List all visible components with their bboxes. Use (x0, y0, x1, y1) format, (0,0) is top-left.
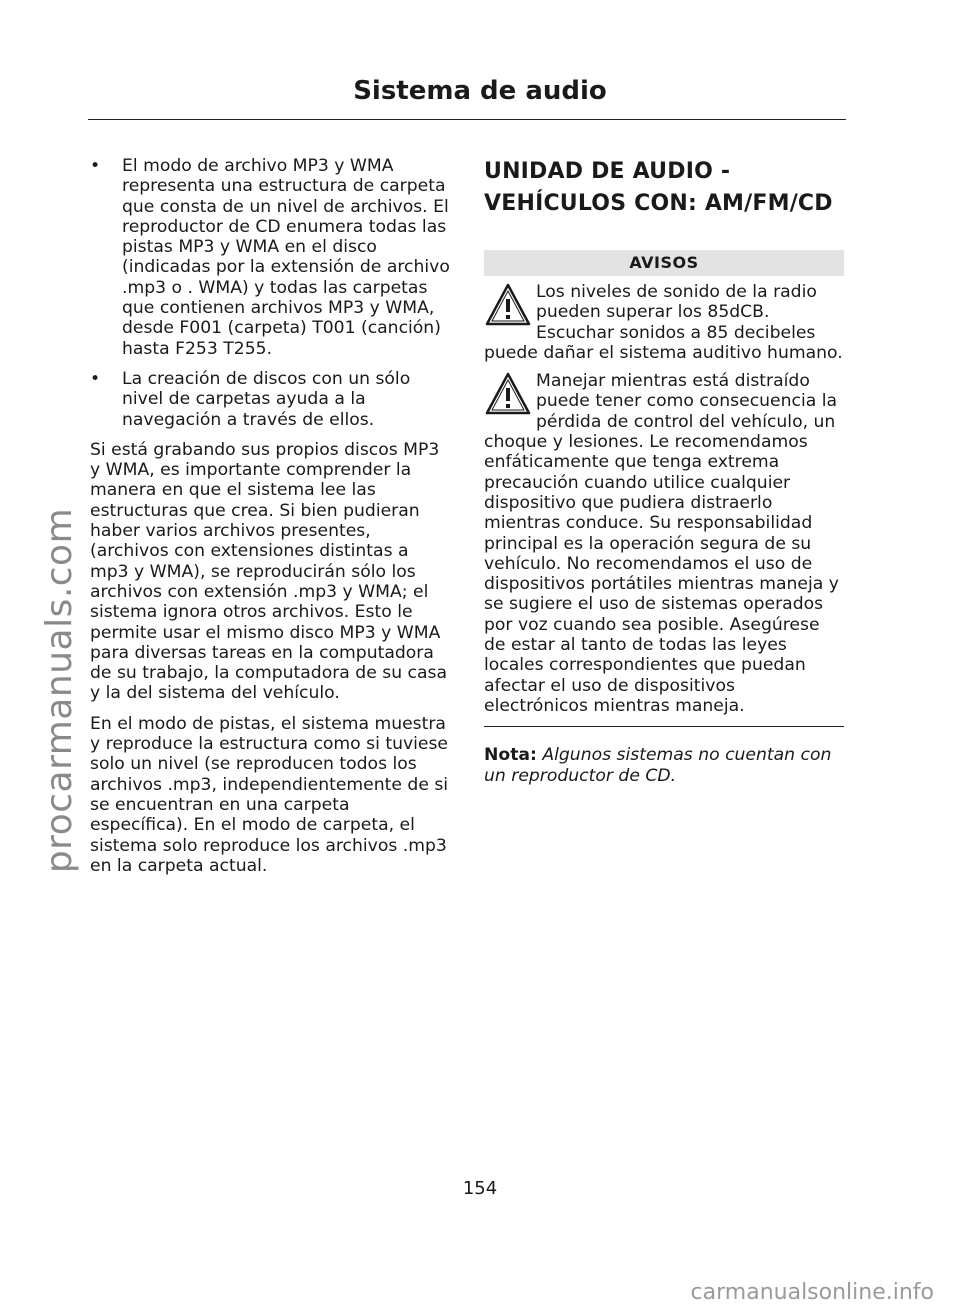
note (484, 745, 844, 786)
body-paragraph: En el modo de pistas, el sistema muestra y reproduce la estructura como si tuviese solo un nivel (se reproducen todos los archivos .mp3, independientemente de si se encuentran en una carpeta específica). En el modo de carpeta, el sistema solo reproduce los archivos .mp3 en la carpeta actual. (90, 713, 449, 876)
side-watermark (20, 480, 100, 900)
bullet-marker: • (90, 368, 101, 389)
warning-block (484, 282, 844, 363)
page-number: 154 (462, 1178, 498, 1199)
warning-text: Los niveles de sonido de la radio pueden superar los 85dCB. Escuchar sonidos a 85 decibeles puede dañar el sistema auditivo humano. (484, 282, 843, 363)
list-item-text: El modo de archivo MP3 y WMA representa una estructura de carpeta que consta de un nivel de archivos. El reproductor de CD enumera todas las pistas MP3 y WMA en el disco (indicadas por la extensión de archivo .mp3 o . WMA) y todas las carpetas que contienen archivos MP3 y WMA, desde F001 (carpeta) T001 (canción) hasta F253 T255. (122, 156, 450, 359)
warning-triangle-icon (484, 282, 532, 328)
warning-text: Manejar mientras está distraído puede tener como consecuencia la pérdida de control del vehículo, un choque y lesiones. Le recomendamos enfáticamente que tenga extrema precaución cuando utilice cualquier dispositivo que pudiera distraerlo mientras conduce. Su responsabilidad principal es la operación segura de su vehículo. No recomendamos el uso de dispositivos portátiles mientras maneja y se sugiere el uso de sistemas operados por voz cuando sea posible. Asegúrese de estar al tanto de todas las leyes locales correspondientes que puedan afectar el uso de dispositivos electrónicos mientras maneja. (484, 371, 839, 716)
section-heading-line1: UNIDAD DE AUDIO - (484, 159, 731, 184)
section-heading-line2: VEHÍCULOS CON: AM/FM/CD (484, 191, 833, 216)
body-paragraph: Si está grabando sus propios discos MP3 y WMA, es importante comprender la manera en que el sistema lee las estructuras que crea. Si bien pudieran haber varios archivos presentes, (archivos con extensiones distintas a mp3 y WMA), se reproducirán sólo los archivos con extensión .mp3 y WMA; el sistema ignora otros archivos. Esto le permite usar el mismo disco MP3 y WMA para diversas tareas en la computadora de su trabajo, la computadora de su casa y la del sistema del vehículo. (90, 439, 448, 704)
warning-triangle-icon (484, 371, 532, 417)
list-item-text: La creación de discos con un sólo nivel de carpetas ayuda a la navegación a través de ellos. (122, 368, 411, 430)
note-text: Algunos sistemas no cuentan con un reproductor de CD. (484, 745, 832, 786)
section-heading (484, 156, 844, 220)
warnings-end-divider (484, 726, 844, 727)
bullet-marker: • (90, 156, 101, 176)
note-label: Nota: (484, 745, 537, 766)
side-watermark-text: procarmanuals.com (39, 507, 81, 873)
list-item (90, 369, 450, 430)
page-title: Sistema de audio (353, 76, 607, 106)
right-column (484, 156, 844, 786)
list-item (90, 156, 450, 359)
warnings-title: AVISOS (484, 250, 844, 276)
header-divider (88, 119, 846, 120)
warning-block (484, 371, 844, 716)
left-column (90, 156, 450, 886)
bottom-watermark: carmanualsonline.info (690, 1280, 934, 1305)
